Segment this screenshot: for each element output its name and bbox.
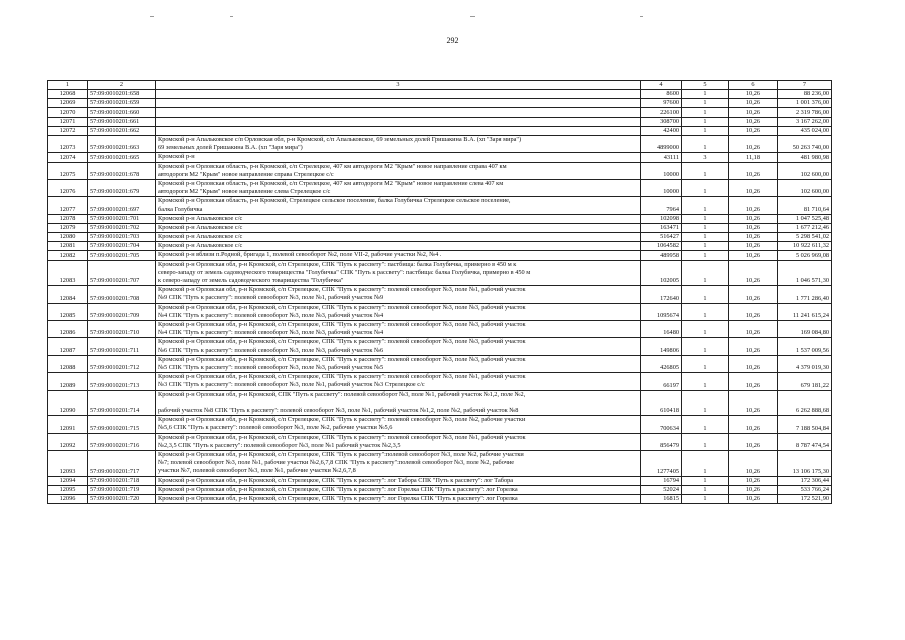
scan-speck xyxy=(470,16,475,17)
area-cell: 102005 xyxy=(641,260,682,286)
row-number-cell: 12081 xyxy=(48,242,88,251)
area-cell: 16480 xyxy=(641,321,682,338)
row-number-cell: 12090 xyxy=(48,390,88,416)
description-line: рабочий участок №8 СПК "Путь к рассвету": полевой севооборот №3, поле №1, рабочий участок №1,2, поле №2, рабочий участок №8 xyxy=(158,406,519,414)
description-cell xyxy=(156,251,641,260)
column-5-cell: 1 xyxy=(682,179,729,196)
cadastral-number-cell: 57:09:0010201:697 xyxy=(88,197,156,214)
area-cell: 97600 xyxy=(641,99,682,108)
row-number-cell: 12082 xyxy=(48,251,88,260)
column-5-cell: 1 xyxy=(682,108,729,117)
table-row xyxy=(48,117,832,126)
rate-cell: 10,26 xyxy=(729,90,778,99)
description-line: Кромской р-н Апальковское с/с xyxy=(158,242,243,250)
table-row xyxy=(48,476,832,485)
row-number-cell: 12089 xyxy=(48,373,88,390)
description-line: Кромской р-н Орловская обл, р-н Кромской, с/п Стрелецкое, СПК "Путь к рассвету": полевой севооборот №3, поле №1, рабочий участок xyxy=(158,373,526,381)
value-cell: 13 106 175,30 xyxy=(778,450,832,476)
description-cell xyxy=(156,390,641,416)
description-cell xyxy=(156,117,641,126)
description-line: северо-западу от земель садоводческого товарищества "Голубичка" СПК "Путь к рассвету": пастбища: балка Голубичка, примерно в 450 м xyxy=(158,268,531,276)
value-cell: 11 241 615,24 xyxy=(778,303,832,320)
description-cell xyxy=(156,321,641,338)
description-line: Кромской р-н Орловская обл, р-н Кромской, СПК "Путь к рассвету": полевой севооборот №3, поле №1, рабочий участок №1,2, поле №2, xyxy=(158,390,526,398)
description-line xyxy=(158,399,638,407)
table-row xyxy=(48,108,832,117)
header-cell: 2 xyxy=(88,81,156,90)
description-cell xyxy=(156,355,641,372)
cadastral-number-cell: 57:09:0010201:659 xyxy=(88,99,156,108)
column-5-cell: 1 xyxy=(682,90,729,99)
row-number-cell: 12085 xyxy=(48,303,88,320)
description-cell xyxy=(156,485,641,494)
column-5-cell: 1 xyxy=(682,476,729,485)
description-cell xyxy=(156,260,641,286)
header-cell: 7 xyxy=(778,81,832,90)
value-cell: 5 026 969,08 xyxy=(778,251,832,260)
row-number-cell: 12083 xyxy=(48,260,88,286)
column-5-cell: 1 xyxy=(682,135,729,152)
description-line: Кромской р-н Апальковское с/п Орловская обл, р-н Кромской, с/п Апальковское, 69 земельных долей Гришакина В.А. (хп "Заря мира") xyxy=(158,135,522,143)
column-5-cell: 1 xyxy=(682,373,729,390)
description-line: №5,6 СПК "Путь к рассвету": полевой севооборот №3, поле №2, рабочие участки №5,6 xyxy=(158,424,393,432)
cadastral-number-cell: 57:09:0010201:701 xyxy=(88,214,156,223)
table-row xyxy=(48,223,832,232)
scan-speck xyxy=(640,16,643,17)
cadastral-number-cell: 57:09:0010201:715 xyxy=(88,416,156,433)
rate-cell: 10,26 xyxy=(729,416,778,433)
description-cell xyxy=(156,99,641,108)
column-5-cell: 1 xyxy=(682,433,729,450)
rate-cell: 10,26 xyxy=(729,494,778,503)
column-5-cell: 1 xyxy=(682,223,729,232)
table-row xyxy=(48,162,832,179)
description-cell xyxy=(156,494,641,503)
area-cell: 700634 xyxy=(641,416,682,433)
value-cell: 172 306,44 xyxy=(778,476,832,485)
value-cell: 1 046 571,30 xyxy=(778,260,832,286)
rate-cell: 10,26 xyxy=(729,223,778,232)
cadastral-number-cell: 57:09:0010201:711 xyxy=(88,338,156,355)
area-cell: 1095674 xyxy=(641,303,682,320)
description-line: Кромской р-н Апальковское с/с xyxy=(158,223,243,231)
row-number-cell: 12084 xyxy=(48,286,88,303)
description-line: Кромской р-н Орловская обл, р-н Кромской, с/п Стрелецкое, СПК "Путь к рассвету": пастбища: балка Голубичка, примерно в 450 м к xyxy=(158,260,517,268)
table-row xyxy=(48,242,832,251)
table-row xyxy=(48,197,832,214)
description-line: Кромской р-н Орловская обл, р-н Кромской, с/п Стрелецкое, СПК "Путь к рассвету": полевой севооборот №3, поле №1, рабочий участок xyxy=(158,286,526,294)
row-number-cell: 12087 xyxy=(48,338,88,355)
column-5-cell: 1 xyxy=(682,355,729,372)
column-5-cell: 1 xyxy=(682,303,729,320)
value-cell: 1 047 525,48 xyxy=(778,214,832,223)
area-cell: 856479 xyxy=(641,433,682,450)
description-cell xyxy=(156,338,641,355)
area-cell: 516427 xyxy=(641,233,682,242)
area-cell: 16815 xyxy=(641,494,682,503)
row-number-cell: 12086 xyxy=(48,321,88,338)
description-cell xyxy=(156,242,641,251)
value-cell: 88 236,00 xyxy=(778,90,832,99)
column-5-cell: 1 xyxy=(682,260,729,286)
area-cell: 7964 xyxy=(641,197,682,214)
description-line: №4 СПК "Путь к рассвету": полевой севооборот №3, поле №3, рабочий участок №4 xyxy=(158,311,384,319)
table-row xyxy=(48,135,832,152)
cadastral-number-cell: 57:09:0010201:705 xyxy=(88,251,156,260)
value-cell: 81 710,64 xyxy=(778,197,832,214)
row-number-cell: 12070 xyxy=(48,108,88,117)
description-cell xyxy=(156,179,641,196)
area-cell: 4899000 xyxy=(641,135,682,152)
cadastral-number-cell: 57:09:0010201:717 xyxy=(88,450,156,476)
description-line: №5 СПК "Путь к рассвету": полевой севооборот №3, поле №3, рабочий участок №5 xyxy=(158,363,384,371)
description-cell xyxy=(156,153,641,162)
value-cell: 533 766,24 xyxy=(778,485,832,494)
column-5-cell: 1 xyxy=(682,126,729,135)
description-line: Кромской р-н Орловская обл, р-н Кромской, с/п Стрелецкое, СПК "Путь к рассвету": полевой севооборот №3, поле №3, рабочий участок xyxy=(158,338,526,346)
row-number-cell: 12069 xyxy=(48,99,88,108)
area-cell: 610418 xyxy=(641,390,682,416)
header-cell: 6 xyxy=(729,81,778,90)
land-plot-table xyxy=(47,80,832,504)
column-5-cell: 1 xyxy=(682,242,729,251)
description-line: №9 СПК "Путь к рассвету": полевой севооборот №3, поле №1, рабочий участок №9 xyxy=(158,294,384,302)
row-number-cell: 12074 xyxy=(48,153,88,162)
table-row xyxy=(48,373,832,390)
description-line: балка Голубичка xyxy=(158,205,203,213)
rate-cell: 10,26 xyxy=(729,233,778,242)
table-row xyxy=(48,153,832,162)
row-number-cell: 12095 xyxy=(48,485,88,494)
cadastral-number-cell: 57:09:0010201:662 xyxy=(88,126,156,135)
description-cell xyxy=(156,233,641,242)
description-cell xyxy=(156,433,641,450)
area-cell: 149806 xyxy=(641,338,682,355)
description-line: Кромской р-н Орловская обл, р-н Кромской, с/п Стрелецкое, СПК "Путь к рассвету": полевой севооборот №3, поле №2, рабочие участки xyxy=(158,416,526,424)
rate-cell: 10,26 xyxy=(729,251,778,260)
description-cell xyxy=(156,126,641,135)
table-row xyxy=(48,260,832,286)
value-cell: 50 263 740,00 xyxy=(778,135,832,152)
cadastral-number-cell: 57:09:0010201:709 xyxy=(88,303,156,320)
cadastral-number-cell: 57:09:0010201:718 xyxy=(88,476,156,485)
description-line: №4 СПК "Путь к рассвету": полевой севооборот №3, поле №3, рабочий участок №4 xyxy=(158,329,384,337)
column-5-cell: 1 xyxy=(682,233,729,242)
description-cell xyxy=(156,162,641,179)
row-number-cell: 12079 xyxy=(48,223,88,232)
description-line: Кромской р-н Орловская область, р-н Кромской, Стрелецкое сельское поселение, балка Голубичка Стрелецкое сельское поселение, xyxy=(158,197,511,205)
row-number-cell: 12068 xyxy=(48,90,88,99)
rate-cell: 10,26 xyxy=(729,162,778,179)
rate-cell: 10,26 xyxy=(729,260,778,286)
row-number-cell: 12076 xyxy=(48,179,88,196)
cadastral-number-cell: 57:09:0010201:665 xyxy=(88,153,156,162)
description-cell xyxy=(156,197,641,214)
description-cell xyxy=(156,303,641,320)
table-row xyxy=(48,338,832,355)
table-row xyxy=(48,450,832,476)
column-5-cell: 1 xyxy=(682,450,729,476)
description-line: №2,3,5 СПК "Путь к рассвету": полевой севооборот №3, поле №1 рабочий участок №2,3,5 xyxy=(158,441,401,449)
column-5-cell: 1 xyxy=(682,321,729,338)
cadastral-number-cell: 57:09:0010201:713 xyxy=(88,373,156,390)
row-number-cell: 12078 xyxy=(48,214,88,223)
rate-cell: 10,26 xyxy=(729,303,778,320)
rate-cell: 11,18 xyxy=(729,153,778,162)
description-line: автодороги М2 "Крым" новое направление справа Стрелецкое с/с xyxy=(158,170,334,178)
area-cell: 10000 xyxy=(641,162,682,179)
cadastral-number-cell: 57:09:0010201:658 xyxy=(88,90,156,99)
rate-cell: 10,26 xyxy=(729,321,778,338)
area-cell: 43111 xyxy=(641,153,682,162)
value-cell: 8 787 474,54 xyxy=(778,433,832,450)
row-number-cell: 12075 xyxy=(48,162,88,179)
value-cell: 172 521,90 xyxy=(778,494,832,503)
rate-cell: 10,26 xyxy=(729,135,778,152)
column-5-cell: 1 xyxy=(682,390,729,416)
header-cell: 1 xyxy=(48,81,88,90)
rate-cell: 10,26 xyxy=(729,433,778,450)
column-5-cell: 1 xyxy=(682,197,729,214)
header-row xyxy=(48,81,832,90)
description-line: Кромской р-н Орловская обл, р-н Кромской, с/п Стрелецкое, СПК "Путь к рассвету": полевой севооборот №3, поле №3, рабочий участок xyxy=(158,303,526,311)
description-line: №7; полевой севооборот №3, поле №1, рабочие участки №2,6,7,8 СПК "Путь к рассвету":полевой севооборот №3, поле №2, рабочие xyxy=(158,459,515,467)
row-number-cell: 12072 xyxy=(48,126,88,135)
description-line: Кромской р-н Орловская область, р-н Кромской, с/п Стрелецкое, 407 км автодороги М2 "Крым" новое направление слева 407 км xyxy=(158,179,504,187)
description-cell xyxy=(156,286,641,303)
cadastral-number-cell: 57:09:0010201:714 xyxy=(88,390,156,416)
row-number-cell: 12094 xyxy=(48,476,88,485)
description-cell xyxy=(156,476,641,485)
rate-cell: 10,26 xyxy=(729,450,778,476)
area-cell: 52024 xyxy=(641,485,682,494)
area-cell: 172640 xyxy=(641,286,682,303)
area-cell: 226100 xyxy=(641,108,682,117)
rate-cell: 10,26 xyxy=(729,242,778,251)
area-cell: 42400 xyxy=(641,126,682,135)
description-line: Кромской р-н Орловская обл, р-н Кромской, с/п Стрелецкое, СПК "Путь к рассвету": лог Горелка СПК "Путь к рассвету": лог Горелка xyxy=(158,485,518,493)
table-row xyxy=(48,179,832,196)
table-row xyxy=(48,390,832,416)
row-number-cell: 12071 xyxy=(48,117,88,126)
value-cell: 481 980,98 xyxy=(778,153,832,162)
value-cell: 10 922 611,32 xyxy=(778,242,832,251)
area-cell: 16794 xyxy=(641,476,682,485)
table-row xyxy=(48,233,832,242)
rate-cell: 10,26 xyxy=(729,99,778,108)
area-cell: 1064582 xyxy=(641,242,682,251)
description-line: участки №7, полевой севооборот №3, поле №1, рабочие участки №2,6,7,8 xyxy=(158,467,356,475)
cadastral-number-cell: 57:09:0010201:708 xyxy=(88,286,156,303)
description-cell xyxy=(156,416,641,433)
rate-cell: 10,26 xyxy=(729,286,778,303)
area-cell: 163471 xyxy=(641,223,682,232)
table-row xyxy=(48,355,832,372)
rate-cell: 10,26 xyxy=(729,373,778,390)
rate-cell: 10,26 xyxy=(729,485,778,494)
value-cell: 6 262 888,68 xyxy=(778,390,832,416)
value-cell: 1 677 212,46 xyxy=(778,223,832,232)
page-number: 292 xyxy=(446,36,459,45)
description-line: Кромской р-н Орловская обл, р-н Кромской, с/п Стрелецкое, СПК "Путь к рассвету": полевой севооборот №3, поле №3, рабочий участок xyxy=(158,321,526,329)
description-line: Кромской р-н xyxy=(158,153,195,161)
column-5-cell: 1 xyxy=(682,338,729,355)
description-line: Кромской р-н Орловская обл, р-н Кромской, с/п Стрелецкое, СПК "Путь к рассвету": полевой севооборот №3, поле №1, рабочий участок xyxy=(158,433,526,441)
table-row xyxy=(48,494,832,503)
description-line: Кромской р-н Орловская обл, р-н Кромской, с/п Стрелецкое, СПК "Путь к рассвету": полевой севооборот №3, поле №3, рабочий участок xyxy=(158,355,526,363)
value-cell: 1 001 376,00 xyxy=(778,99,832,108)
description-line: Кромской р-н Апальковское с/с xyxy=(158,233,243,241)
column-5-cell: 1 xyxy=(682,251,729,260)
description-cell xyxy=(156,450,641,476)
row-number-cell: 12088 xyxy=(48,355,88,372)
rate-cell: 10,26 xyxy=(729,117,778,126)
row-number-cell: 12091 xyxy=(48,416,88,433)
scan-speck xyxy=(230,16,233,17)
cadastral-number-cell: 57:09:0010201:663 xyxy=(88,135,156,152)
cadastral-number-cell: 57:09:0010201:710 xyxy=(88,321,156,338)
description-line: Кромской р-н Орловская обл, р-н Кромской, с/п Стрелецкое, СПК "Путь к рассвету": лог Табора СПК "Путь к рассвету": лог Табора xyxy=(158,476,514,484)
column-5-cell: 1 xyxy=(682,214,729,223)
value-cell: 1 771 286,40 xyxy=(778,286,832,303)
row-number-cell: 12073 xyxy=(48,135,88,152)
rate-cell: 10,26 xyxy=(729,355,778,372)
table-row xyxy=(48,126,832,135)
table-row xyxy=(48,416,832,433)
cadastral-number-cell: 57:09:0010201:704 xyxy=(88,242,156,251)
area-cell: 489958 xyxy=(641,251,682,260)
description-line: 69 земельных долей Гришакина В.А. (хп "Заря мира") xyxy=(158,144,303,152)
description-cell xyxy=(156,135,641,152)
area-cell: 1277405 xyxy=(641,450,682,476)
cadastral-number-cell: 57:09:0010201:703 xyxy=(88,233,156,242)
cadastral-number-cell: 57:09:0010201:707 xyxy=(88,260,156,286)
description-line: к северо-западу от земель садоводческого товарищества "Голубичка" xyxy=(158,277,344,285)
column-5-cell: 1 xyxy=(682,162,729,179)
cadastral-number-cell: 57:09:0010201:661 xyxy=(88,117,156,126)
description-line: автодороги М2 "Крым" новое направление слева Стрелецкое с/с xyxy=(158,188,331,196)
column-5-cell: 3 xyxy=(682,153,729,162)
table-row xyxy=(48,485,832,494)
value-cell: 2 319 786,00 xyxy=(778,108,832,117)
description-line: Кромской р-н вблизи п.Родной, бригада 1, полевой севооборот №2, поле VII-2, рабочие участки №2, №4 . xyxy=(158,251,442,259)
column-5-cell: 1 xyxy=(682,117,729,126)
column-5-cell: 1 xyxy=(682,485,729,494)
table-row xyxy=(48,286,832,303)
value-cell: 3 167 262,00 xyxy=(778,117,832,126)
value-cell: 679 181,22 xyxy=(778,373,832,390)
description-cell xyxy=(156,90,641,99)
row-number-cell: 12092 xyxy=(48,433,88,450)
area-cell: 8600 xyxy=(641,90,682,99)
value-cell: 169 084,80 xyxy=(778,321,832,338)
rate-cell: 10,26 xyxy=(729,214,778,223)
column-5-cell: 1 xyxy=(682,286,729,303)
value-cell: 102 600,00 xyxy=(778,162,832,179)
cadastral-number-cell: 57:09:0010201:678 xyxy=(88,162,156,179)
rate-cell: 10,26 xyxy=(729,390,778,416)
row-number-cell: 12077 xyxy=(48,197,88,214)
cadastral-number-cell: 57:09:0010201:719 xyxy=(88,485,156,494)
value-cell: 435 024,00 xyxy=(778,126,832,135)
table-row xyxy=(48,99,832,108)
cadastral-number-cell: 57:09:0010201:702 xyxy=(88,223,156,232)
area-cell: 102098 xyxy=(641,214,682,223)
description-cell xyxy=(156,373,641,390)
table-row xyxy=(48,251,832,260)
column-5-cell: 1 xyxy=(682,416,729,433)
description-line: №6 СПК "Путь к рассвету": полевой севооборот №3, поле №3, рабочий участок №6 xyxy=(158,346,384,354)
value-cell: 1 537 009,56 xyxy=(778,338,832,355)
value-cell: 7 188 504,84 xyxy=(778,416,832,433)
table-row xyxy=(48,303,832,320)
value-cell: 5 298 541,02 xyxy=(778,233,832,242)
row-number-cell: 12093 xyxy=(48,450,88,476)
area-cell: 66197 xyxy=(641,373,682,390)
description-line: Кромской р-н Орловская область, р-н Кромской, с/п Стрелецкое, 407 км автодороги М2 "Крым" новое направление справа 407 км xyxy=(158,162,507,170)
description-cell xyxy=(156,108,641,117)
description-cell xyxy=(156,214,641,223)
area-cell: 426805 xyxy=(641,355,682,372)
rate-cell: 10,26 xyxy=(729,126,778,135)
cadastral-number-cell: 57:09:0010201:720 xyxy=(88,494,156,503)
rate-cell: 10,26 xyxy=(729,476,778,485)
row-number-cell: 12080 xyxy=(48,233,88,242)
description-line: Кромской р-н Орловская обл, р-н Кромской, с/п Стрелецкое, СПК "Путь к рассвету":полевой севооборот №3, поле №2, рабочие участки xyxy=(158,450,524,458)
table-row xyxy=(48,90,832,99)
column-5-cell: 1 xyxy=(682,99,729,108)
header-cell: 3 xyxy=(156,81,641,90)
cadastral-number-cell: 57:09:0010201:679 xyxy=(88,179,156,196)
area-cell: 10000 xyxy=(641,179,682,196)
description-cell xyxy=(156,223,641,232)
description-line: Кромской р-н Апальковское с/с xyxy=(158,214,243,222)
cadastral-number-cell: 57:09:0010201:660 xyxy=(88,108,156,117)
value-cell: 4 379 019,30 xyxy=(778,355,832,372)
description-line: Кромской р-н Орловская обл, р-н Кромской, с/п Стрелецкое, СПК "Путь к рассвету": лог Горелка СПК "Путь к рассвету": лог Горелка xyxy=(158,494,518,502)
rate-cell: 10,26 xyxy=(729,197,778,214)
cadastral-number-cell: 57:09:0010201:712 xyxy=(88,355,156,372)
row-number-cell: 12096 xyxy=(48,494,88,503)
value-cell: 102 600,00 xyxy=(778,179,832,196)
area-cell: 308700 xyxy=(641,117,682,126)
table-row xyxy=(48,321,832,338)
rate-cell: 10,26 xyxy=(729,179,778,196)
rate-cell: 10,26 xyxy=(729,338,778,355)
table-row xyxy=(48,433,832,450)
description-line: №3 СПК "Путь к рассвету": полевой севооборот №3, поле №1, рабочий участок №3 Стрелецкое с/с xyxy=(158,381,425,389)
column-5-cell: 1 xyxy=(682,494,729,503)
header-cell: 5 xyxy=(682,81,729,90)
table-row xyxy=(48,214,832,223)
header-cell: 4 xyxy=(641,81,682,90)
scan-speck xyxy=(150,16,154,17)
cadastral-number-cell: 57:09:0010201:716 xyxy=(88,433,156,450)
rate-cell: 10,26 xyxy=(729,108,778,117)
